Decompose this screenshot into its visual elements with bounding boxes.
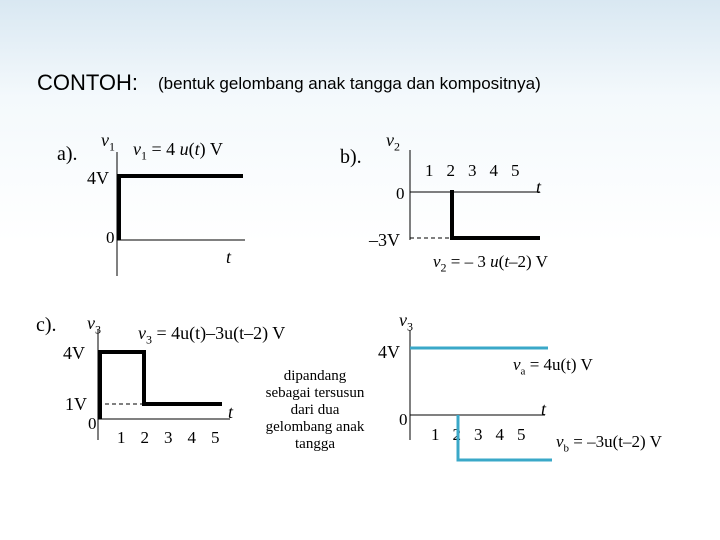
part-d-zero-label: 0: [399, 410, 408, 429]
part-c-tick-2: 2: [140, 428, 149, 447]
part-b-equation: $v_2$ = – 3 u(t–2) V: [433, 252, 548, 275]
part-b-tick-2: 2: [446, 161, 455, 180]
part-b-t-label: t: [536, 177, 542, 197]
part-d-tick-5: 5: [517, 425, 526, 444]
part-c-equation: $v_3 = 4u(t)-3u(t-2)$ V: [138, 323, 286, 347]
part-b-axis-label: $v_2$: [386, 130, 400, 154]
part-c-tick-5: 5: [211, 428, 220, 447]
note-line-5: tangga: [295, 436, 335, 452]
part-d-axis-label: $v_3$: [399, 310, 413, 334]
part-a-level-label: 4V: [87, 168, 109, 188]
part-d-tick-4: 4: [495, 425, 504, 444]
part-c-level-low: 1V: [65, 394, 87, 414]
part-c-zero-label: 0: [88, 414, 97, 433]
part-d-tick-3: 3: [474, 425, 483, 444]
part-c-level-high: 4V: [63, 343, 85, 363]
part-b-zero-label: 0: [396, 184, 405, 203]
part-b-step-trace: [452, 190, 540, 238]
part-d-va-equation: $v_a = 4u(t)$ V: [513, 355, 593, 378]
part-d-vb-trace: [458, 415, 552, 460]
part-a-zero-label: 0: [106, 228, 115, 247]
part-d-tick-2: 2: [452, 425, 461, 444]
part-c-tick-1: 1: [117, 428, 126, 447]
part-b-tick-4: 4: [489, 161, 498, 180]
slide-title: CONTOH:: [37, 70, 139, 95]
part-d-vb-equation: $v_b = -3u(t-2)$ V: [556, 432, 662, 455]
note-line-4: gelombang anak: [265, 419, 365, 435]
part-c-step-trace: [100, 352, 222, 419]
part-a-axis-label: $v_1$: [101, 130, 115, 154]
part-d-t-label: t: [541, 399, 547, 419]
part-a-step-trace: [119, 176, 243, 240]
part-a-equation: $v_1 = 4$ u(t) V: [133, 139, 223, 163]
part-c-t-label: t: [228, 402, 234, 422]
part-d-tick-1: 1: [431, 425, 440, 444]
part-d-level-label: 4V: [378, 342, 400, 362]
part-a-t-label: t: [226, 247, 232, 267]
part-a-label: a).: [57, 143, 78, 165]
part-b-tick-1: 1: [425, 161, 434, 180]
part-c-tick-4: 4: [187, 428, 196, 447]
part-c-label: c).: [36, 314, 57, 336]
part-b-level-label: –3V: [369, 230, 400, 250]
slide-subtitle: (bentuk gelombang anak tangga dan kompositnya): [158, 74, 541, 93]
note-line-1: dipandang: [283, 368, 347, 384]
part-b-label: b).: [340, 146, 362, 168]
part-c-axis-label: $v_3$: [87, 313, 101, 337]
part-c-tick-3: 3: [164, 428, 173, 447]
note-line-3: dari dua: [290, 402, 340, 418]
part-b-tick-3: 3: [468, 161, 477, 180]
note-line-2: sebagai tersusun: [265, 385, 365, 401]
part-b-tick-5: 5: [511, 161, 520, 180]
